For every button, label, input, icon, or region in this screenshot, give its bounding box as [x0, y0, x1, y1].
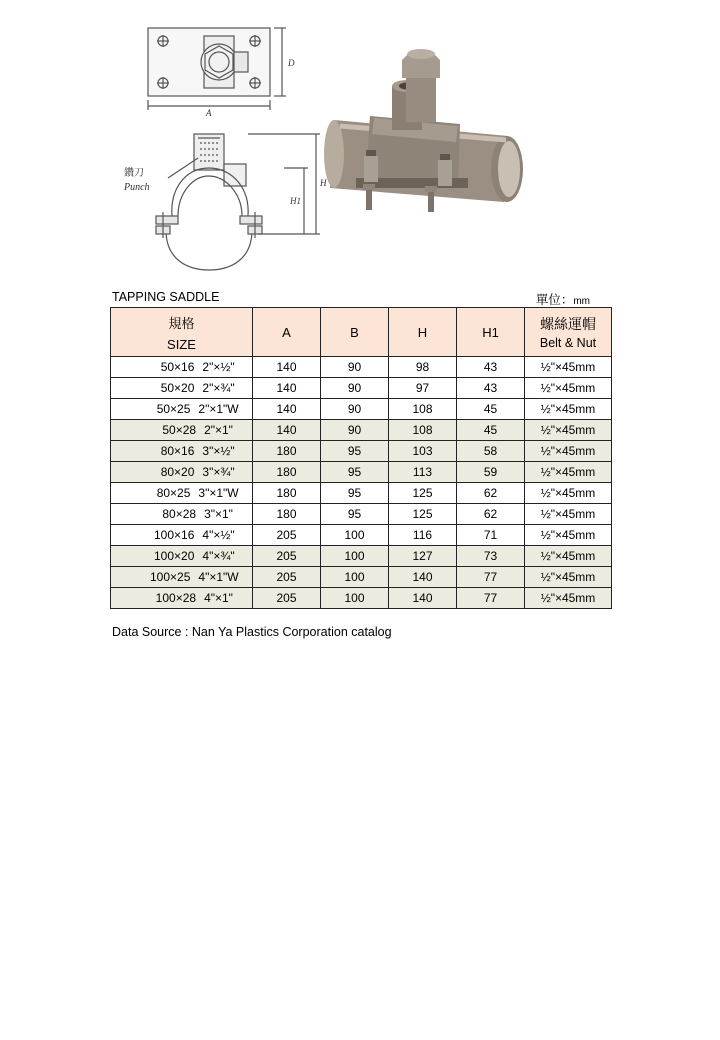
cell-a: 205	[253, 546, 321, 567]
cell-h: 127	[389, 546, 457, 567]
size-dimension: 50×25	[156, 402, 191, 416]
cell-a: 180	[253, 462, 321, 483]
size-dimension: 100×25	[150, 570, 191, 584]
data-source: Data Source : Nan Ya Plastics Corporation catalog	[112, 625, 392, 639]
table-row	[111, 483, 612, 504]
size-connection: 2"×¾"	[202, 381, 235, 395]
table-row	[111, 441, 612, 462]
cell-h1: 43	[457, 357, 525, 378]
cell-b: 90	[321, 420, 389, 441]
saddle-illustration	[324, 49, 523, 212]
cell-h1: 62	[457, 504, 525, 525]
size-dimension: 100×16	[154, 528, 195, 542]
cell-bn: ½"×45mm	[525, 504, 612, 525]
table-row	[111, 462, 612, 483]
size-connection: 4"×½"	[202, 528, 235, 542]
table-row	[111, 546, 612, 567]
header-size-en: SIZE	[167, 336, 196, 352]
cell-b: 90	[321, 378, 389, 399]
header-h1: H1	[457, 308, 525, 357]
cell-a: 140	[253, 399, 321, 420]
unit-indicator	[536, 290, 590, 308]
cell-h: 108	[389, 399, 457, 420]
cell-h1: 59	[457, 462, 525, 483]
cell-a: 180	[253, 441, 321, 462]
table-row	[111, 399, 612, 420]
top-view-drawing	[148, 28, 286, 110]
header-b: B	[321, 308, 389, 357]
cell-bn: ½"×45mm	[525, 462, 612, 483]
cell-bn: ½"×45mm	[525, 567, 612, 588]
cell-h: 103	[389, 441, 457, 462]
size-cell	[111, 462, 253, 483]
size-connection: 4"×¾"	[202, 549, 235, 563]
cell-h1: 71	[457, 525, 525, 546]
cell-h1: 77	[457, 588, 525, 609]
cell-bn: ½"×45mm	[525, 420, 612, 441]
punch-label-en: Punch	[124, 182, 150, 193]
cell-a: 205	[253, 567, 321, 588]
table-row	[111, 567, 612, 588]
size-connection: 2"×½"	[202, 360, 235, 374]
product-drawing	[108, 8, 538, 280]
header-size	[111, 308, 253, 357]
size-connection: 2"×1"	[204, 423, 233, 437]
size-cell	[111, 546, 253, 567]
size-cell	[111, 378, 253, 399]
size-connection: 3"×1"W	[198, 486, 239, 500]
size-dimension: 50×16	[160, 360, 195, 374]
cell-bn: ½"×45mm	[525, 588, 612, 609]
size-dimension: 50×20	[160, 381, 195, 395]
size-connection: 2"×1"W	[198, 402, 239, 416]
header-belt-nut-cn: 螺絲運帽	[540, 316, 596, 332]
header-belt-nut	[525, 308, 612, 357]
cell-h: 125	[389, 504, 457, 525]
cell-h: 97	[389, 378, 457, 399]
size-cell	[111, 483, 253, 504]
table-title: TAPPING SADDLE	[112, 290, 220, 304]
cell-h1: 45	[457, 420, 525, 441]
size-cell	[111, 399, 253, 420]
header-h: H	[389, 308, 457, 357]
cell-h1: 45	[457, 399, 525, 420]
cell-bn: ½"×45mm	[525, 378, 612, 399]
size-cell	[111, 504, 253, 525]
size-cell	[111, 588, 253, 609]
cell-b: 95	[321, 504, 389, 525]
cell-h1: 43	[457, 378, 525, 399]
cell-a: 180	[253, 504, 321, 525]
table-row	[111, 588, 612, 609]
cell-bn: ½"×45mm	[525, 399, 612, 420]
dimension-a-label: A	[206, 108, 212, 118]
cell-b: 100	[321, 567, 389, 588]
cell-h1: 77	[457, 567, 525, 588]
cell-b: 100	[321, 525, 389, 546]
size-connection: 3"×½"	[202, 444, 235, 458]
cell-b: 100	[321, 588, 389, 609]
cell-bn: ½"×45mm	[525, 525, 612, 546]
cell-bn: ½"×45mm	[525, 546, 612, 567]
size-connection: 3"×¾"	[202, 465, 235, 479]
cell-h: 113	[389, 462, 457, 483]
size-connection: 4"×1"	[204, 591, 233, 605]
size-dimension: 80×20	[160, 465, 195, 479]
cell-h: 125	[389, 483, 457, 504]
cell-b: 100	[321, 546, 389, 567]
header-belt-nut-en: Belt & Nut	[539, 336, 597, 350]
table-row	[111, 504, 612, 525]
punch-label-cn: 鑽刀	[124, 168, 144, 179]
cell-h1: 73	[457, 546, 525, 567]
cell-h: 116	[389, 525, 457, 546]
dimension-d-label: D	[288, 58, 295, 68]
unit-value: mm	[573, 296, 590, 307]
cell-b: 95	[321, 462, 389, 483]
cell-h: 108	[389, 420, 457, 441]
cell-a: 140	[253, 357, 321, 378]
table-row	[111, 525, 612, 546]
size-dimension: 100×20	[154, 549, 195, 563]
cell-a: 180	[253, 483, 321, 504]
cell-bn: ½"×45mm	[525, 441, 612, 462]
cell-b: 95	[321, 441, 389, 462]
cell-a: 140	[253, 378, 321, 399]
spec-table	[110, 307, 612, 609]
size-cell	[111, 441, 253, 462]
cell-a: 205	[253, 588, 321, 609]
cell-a: 205	[253, 525, 321, 546]
table-row	[111, 420, 612, 441]
cell-h1: 58	[457, 441, 525, 462]
table-caption	[112, 288, 610, 306]
size-connection: 4"×1"W	[198, 570, 239, 584]
cell-b: 95	[321, 483, 389, 504]
table-row	[111, 378, 612, 399]
cell-h: 98	[389, 357, 457, 378]
cell-a: 140	[253, 420, 321, 441]
size-cell	[111, 420, 253, 441]
size-dimension: 100×28	[155, 591, 197, 605]
cell-h: 140	[389, 567, 457, 588]
size-cell	[111, 525, 253, 546]
size-dimension: 80×25	[156, 486, 191, 500]
unit-label: 單位：	[535, 293, 574, 307]
size-dimension: 80×28	[162, 507, 197, 521]
size-cell	[111, 567, 253, 588]
cell-b: 90	[321, 399, 389, 420]
header-size-cn: 規格	[168, 315, 195, 331]
header-a: A	[253, 308, 321, 357]
dimension-h1-label: H1	[290, 196, 301, 206]
table-header-row	[111, 308, 612, 357]
cell-h: 140	[389, 588, 457, 609]
cell-bn: ½"×45mm	[525, 357, 612, 378]
cell-bn: ½"×45mm	[525, 483, 612, 504]
cell-h1: 62	[457, 483, 525, 504]
table-row	[111, 357, 612, 378]
size-connection: 3"×1"	[204, 507, 233, 521]
size-cell	[111, 357, 253, 378]
size-dimension: 50×28	[162, 423, 197, 437]
cell-b: 90	[321, 357, 389, 378]
dimension-h-label: H	[320, 178, 327, 188]
size-dimension: 80×16	[160, 444, 195, 458]
